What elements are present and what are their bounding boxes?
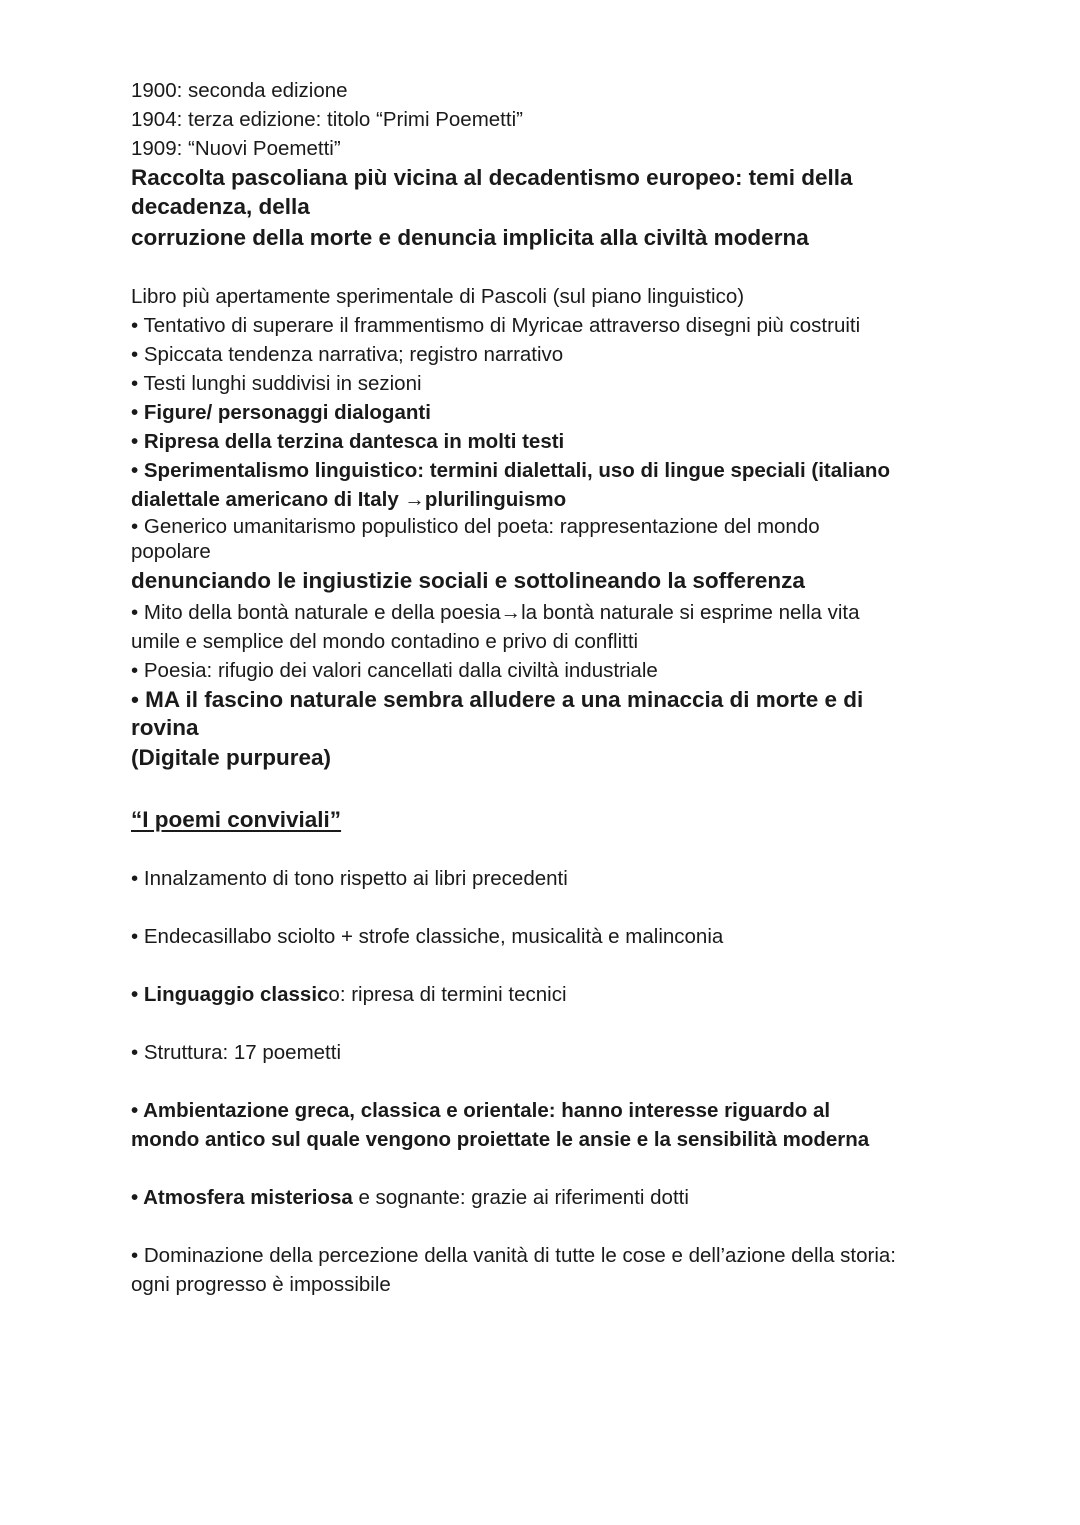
section-title: “I poemi conviviali” (131, 807, 342, 832)
list-item: • Ripresa della terzina dantesca in molti testi (131, 430, 565, 453)
heading-line-1: Raccolta pascoliana più vicina al decadentismo europeo: temi della (131, 165, 853, 190)
list-item-cont: mondo antico sul quale vengono proiettate le ansie e la sensibilità moderna (131, 1128, 870, 1151)
list-item-text: o: ripresa di termini tecnici (328, 983, 567, 1006)
list-item-bold: • Linguaggio classic (131, 983, 329, 1006)
list-item (131, 980, 961, 1009)
list-item: • Testi lunghi suddivisi in sezioni (131, 372, 422, 395)
heading-line-2: decadenza, della (131, 194, 310, 219)
list-item-cont: umile e semplice del mondo contadino e privo di conflitti (131, 630, 639, 653)
list-item: • Spiccata tendenza narrativa; registro narrativo (131, 343, 564, 366)
list-item-cont: ogni progresso è impossibile (131, 1273, 391, 1296)
emphasis-line-cont: rovina (131, 715, 199, 740)
heading-line-3: corruzione della morte e denuncia implicita alla civiltà moderna (131, 225, 809, 250)
list-item (131, 1183, 961, 1212)
list-item-cont: dialettale americano di Italy →plurilinguismo (131, 488, 567, 511)
document-page (131, 76, 961, 1299)
list-item: • Innalzamento di tono rispetto ai libri precedenti (131, 867, 568, 890)
edition-1909: 1909: “Nuovi Poemetti” (131, 137, 341, 160)
list-item-text: e sognante: grazie ai riferimenti dotti (352, 1186, 689, 1209)
intro-paragraph: Libro più apertamente sperimentale di Pascoli (sul piano linguistico) (131, 285, 745, 308)
list-item: • Sperimentalismo linguistico: termini dialettali, uso di lingue speciali (italiano (131, 459, 890, 482)
list-item: • Poesia: rifugio dei valori cancellati dalla civiltà industriale (131, 659, 658, 682)
list-item: • Ambientazione greca, classica e orientale: hanno interesse riguardo al (131, 1099, 831, 1122)
list-item: • Endecasillabo sciolto + strofe classiche, musicalità e malinconia (131, 925, 724, 948)
list-item: • Mito della bontà naturale e della poesia→la bontà naturale si esprime nella vita (131, 601, 860, 624)
list-item: • Dominazione della percezione della vanità di tutte le cose e dell’azione della storia: (131, 1244, 896, 1267)
list-item: • Generico umanitarismo populistico del poeta: rappresentazione del mondo (131, 515, 820, 538)
edition-1900: 1900: seconda edizione (131, 79, 348, 102)
list-item: • Struttura: 17 poemetti (131, 1041, 342, 1064)
list-item-cont: popolare (131, 540, 211, 563)
list-item: • Figure/ personaggi dialoganti (131, 401, 431, 424)
list-item-bold: • Atmosfera misteriosa (131, 1186, 353, 1209)
edition-1904: 1904: terza edizione: titolo “Primi Poemetti” (131, 108, 523, 131)
example-note: (Digitale purpurea) (131, 745, 332, 770)
list-item: • Tentativo di superare il frammentismo di Myricae attraverso disegni più costruiti (131, 314, 861, 337)
emphasis-line: denunciando le ingiustizie sociali e sottolineando la sofferenza (131, 568, 805, 593)
emphasis-line: • MA il fascino naturale sembra alludere a una minaccia di morte e di (131, 687, 864, 712)
